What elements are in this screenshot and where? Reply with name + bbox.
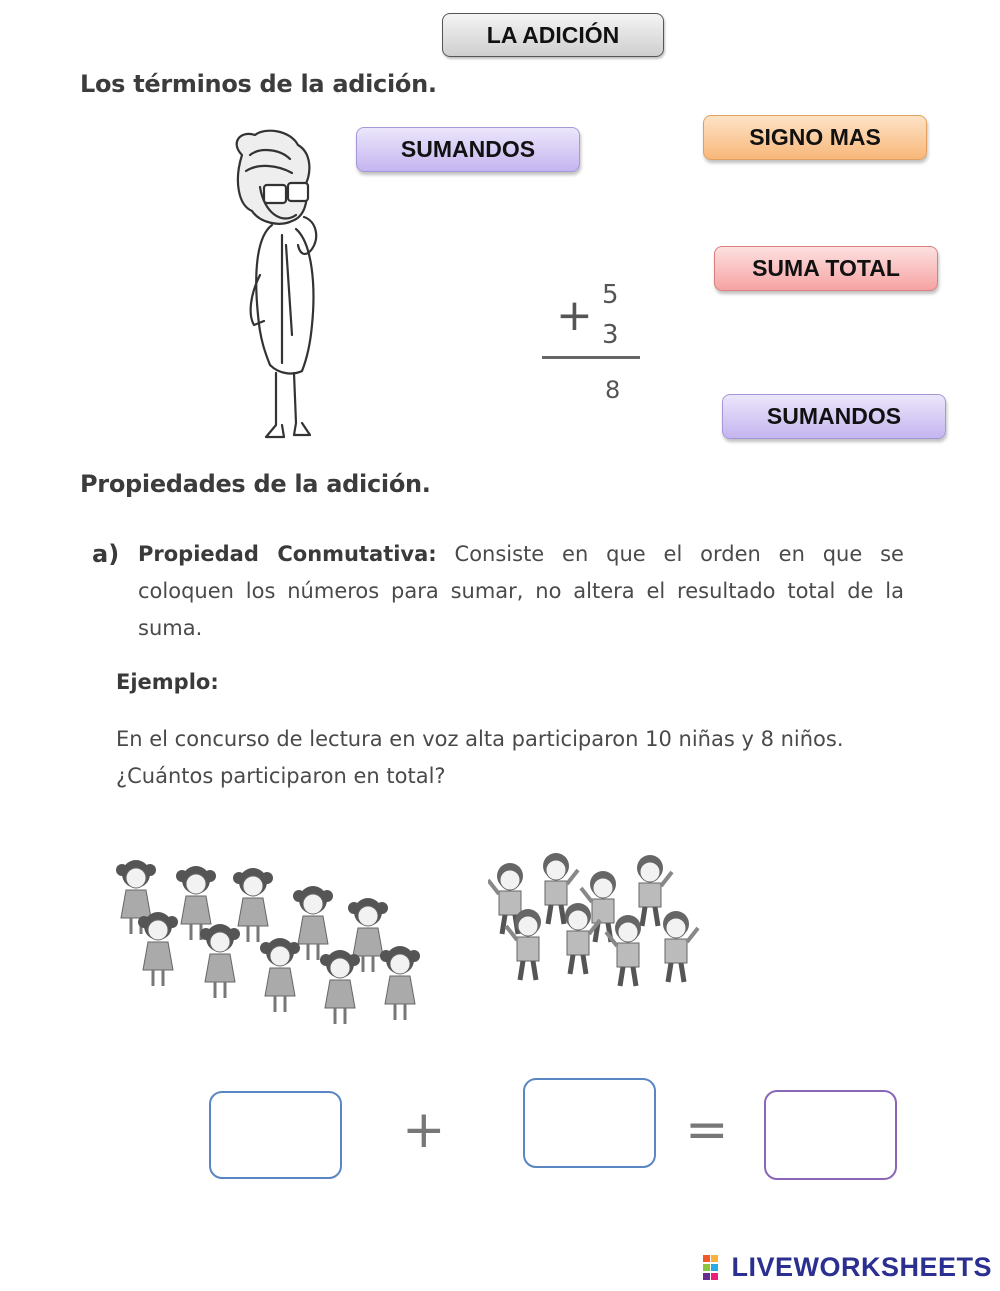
- worksheet-title: LA ADICIÓN: [442, 13, 664, 57]
- property-paragraph: [92, 536, 904, 647]
- answer-box-2[interactable]: [523, 1078, 656, 1168]
- equation-equals: =: [685, 1100, 729, 1160]
- girl-figure: [260, 938, 300, 1012]
- answer-box-3[interactable]: [764, 1090, 897, 1180]
- label-sumandos-top[interactable]: SUMANDOS: [356, 127, 580, 172]
- section-heading-terms: Los términos de la adición.: [80, 70, 437, 98]
- addend-2: 3: [602, 320, 619, 350]
- boy-figure: [506, 909, 541, 980]
- liveworksheets-logo-icon: [703, 1255, 727, 1281]
- property-name: Propiedad Conmutativa:: [138, 542, 437, 566]
- equation-plus: +: [402, 1100, 446, 1160]
- sum-result: 8: [605, 376, 621, 404]
- property-description: Consiste en que el orden en que se coloquen los números para sumar, no altera el resultado total de la suma.: [138, 542, 904, 640]
- brand-text: LIVEWORKSHEETS: [731, 1252, 992, 1282]
- property-marker: a): [92, 540, 120, 568]
- boys-group: [488, 848, 703, 1023]
- girl-figure: [138, 912, 178, 986]
- girls-illustration: [108, 852, 428, 1052]
- sum-line: [542, 356, 640, 359]
- girl-figure: [380, 946, 420, 1020]
- girls-group: [108, 852, 428, 1052]
- label-sumandos-bottom[interactable]: SUMANDOS: [722, 394, 946, 439]
- label-suma-total[interactable]: SUMA TOTAL: [714, 246, 938, 291]
- boys-illustration: [488, 848, 703, 1023]
- example-text: En el concurso de lectura en voz alta participaron 10 niñas y 8 niños. ¿Cuántos participaron en total?: [116, 727, 844, 788]
- plus-sign: +: [556, 290, 593, 341]
- boy-figure: [663, 911, 698, 982]
- example-label: Ejemplo:: [116, 670, 219, 694]
- boy-figure: [606, 915, 641, 986]
- answer-box-1[interactable]: [209, 1091, 342, 1179]
- liveworksheets-logo: [703, 1252, 992, 1283]
- addend-1: 5: [602, 280, 619, 310]
- teacher-illustration: [220, 125, 345, 445]
- label-signo-mas[interactable]: SIGNO MAS: [703, 115, 927, 160]
- section-heading-properties: Propiedades de la adición.: [80, 470, 431, 498]
- girl-figure: [200, 924, 240, 998]
- girl-figure: [320, 950, 360, 1024]
